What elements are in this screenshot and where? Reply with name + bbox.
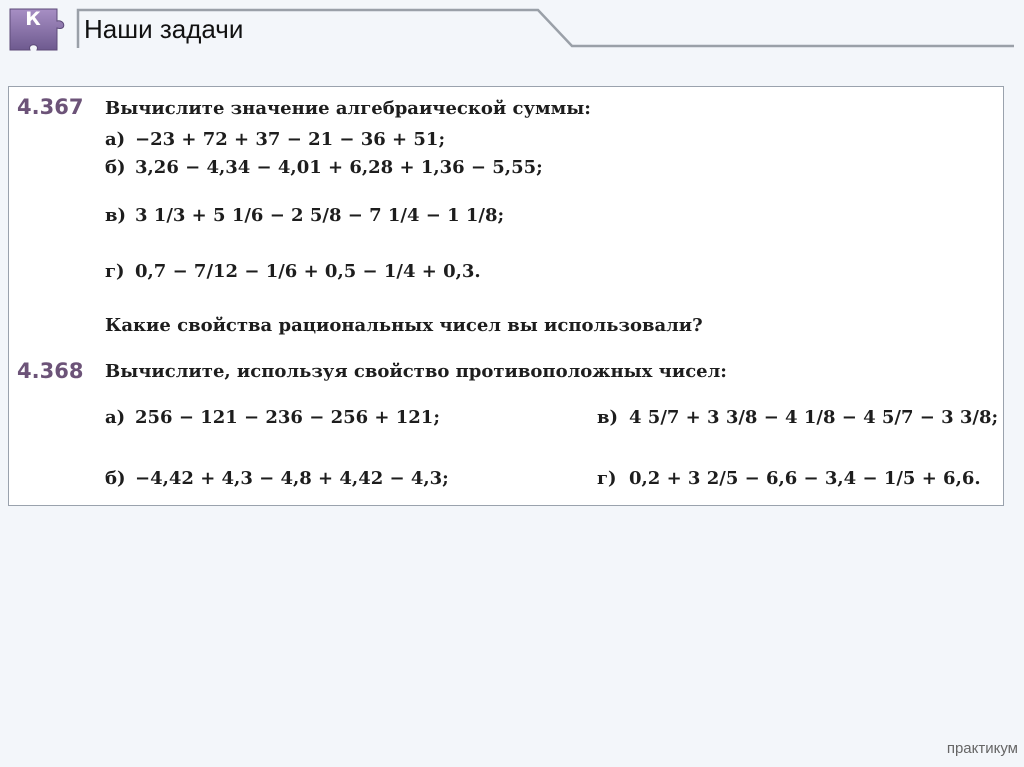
problem-number: 4.367	[17, 95, 84, 119]
item-expression: −23 + 72 + 37 − 21 − 36 + 51;	[135, 129, 446, 150]
problem-question: Какие свойства рациональных чисел вы использовали?	[105, 315, 703, 336]
item-label: а)	[105, 129, 126, 150]
badge-letter: К	[25, 8, 41, 30]
item-label: г)	[105, 261, 125, 282]
item-expression: −4,42 + 4,3 − 4,8 + 4,42 − 4,3;	[135, 468, 449, 489]
item-label: а)	[105, 407, 126, 428]
item-expression: 256 − 121 − 236 − 256 + 121;	[135, 407, 440, 428]
item-label: в)	[105, 205, 127, 226]
item-expression: 0,7 − 7/12 − 1/6 + 0,5 − 1/4 + 0,3.	[135, 261, 481, 282]
item-expression: 0,2 + 3 2/5 − 6,6 − 3,4 − 1/5 + 6,6.	[629, 468, 981, 489]
page-title: Наши задачи	[84, 14, 244, 44]
logo-badge	[7, 6, 67, 54]
problem-prompt: Вычислите, используя свойство противоположных чисел:	[105, 361, 727, 382]
item-label: в)	[597, 407, 619, 428]
textbook-excerpt	[8, 86, 1004, 506]
item-label: б)	[105, 468, 126, 489]
item-label: г)	[597, 468, 617, 489]
item-expression: 3,26 − 4,34 − 4,01 + 6,28 + 1,36 − 5,55;	[135, 157, 543, 178]
item-expression: 3 1/3 + 5 1/6 − 2 5/8 − 7 1/4 − 1 1/8;	[135, 205, 505, 226]
problem-number: 4.368	[17, 359, 84, 383]
item-label: б)	[105, 157, 126, 178]
problem-prompt: Вычислите значение алгебраической суммы:	[105, 98, 591, 119]
item-expression: 4 5/7 + 3 3/8 − 4 1/8 − 4 5/7 − 3 3/8;	[629, 407, 999, 428]
footer-label: практикум	[946, 740, 1018, 757]
